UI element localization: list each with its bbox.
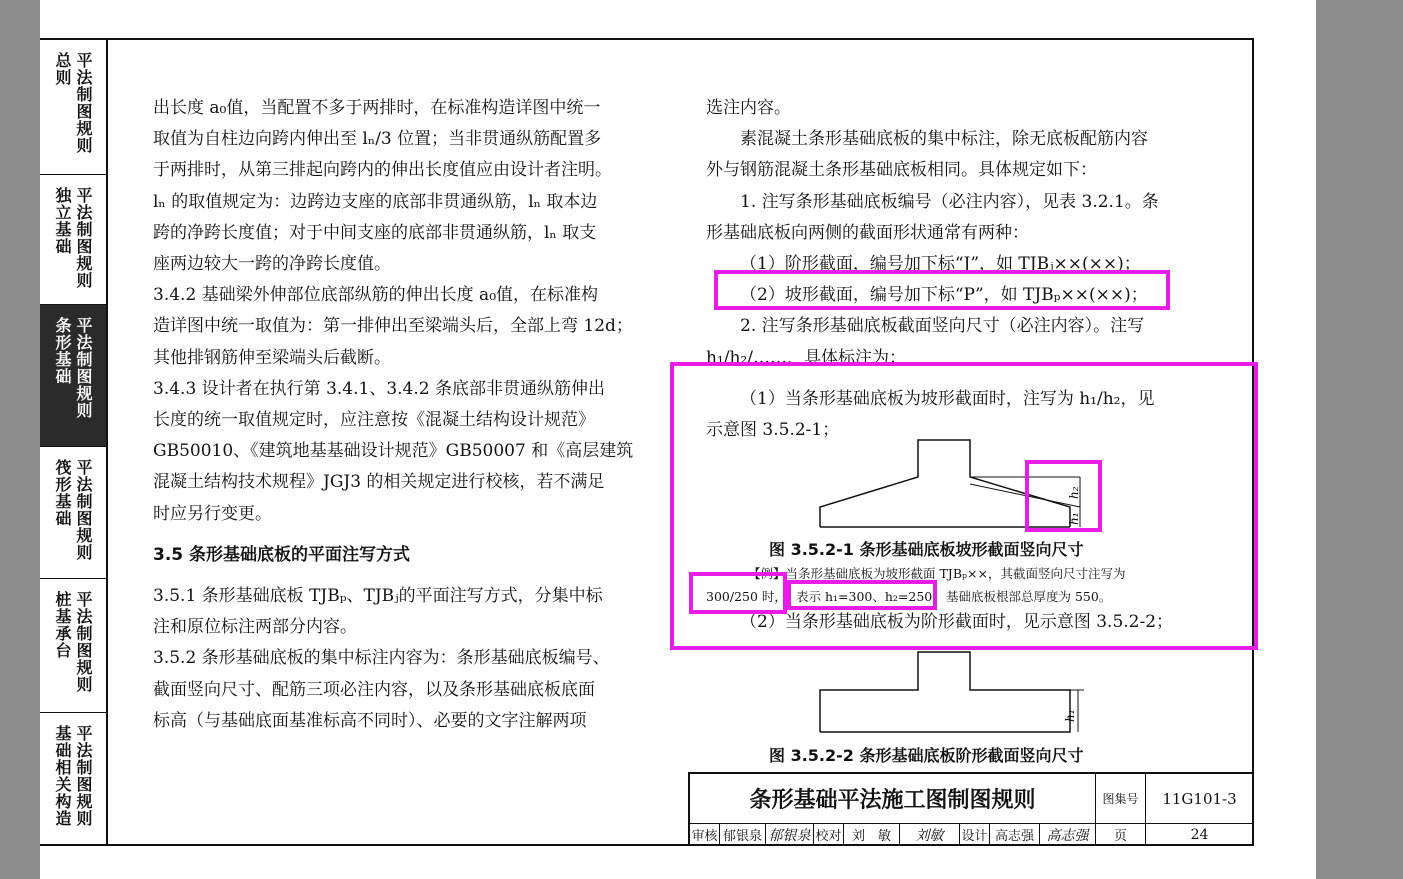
tab-label-secondary: 基础相关构造 [53,725,72,827]
paragraph-line: 截面竖向尺寸、配筋三项必注内容，以及条形基础底板底面 [153,679,595,700]
review-label: 审核 [690,824,720,846]
paragraph-line: 素混凝土条形基础底板的集中标注，除无底板配筋内容 [740,129,1148,150]
dim-h1-label: h₁ [1067,512,1081,525]
checker-signature: 刘敏 [900,824,960,846]
tab-label-secondary: 独立基础 [53,187,72,255]
paragraph-line: 造详图中统一取值为：第一排伸出至梁端头后，全部上弯 12d； [153,316,633,337]
page-number: 24 [1146,824,1254,846]
stepped-section-figure [800,650,1120,740]
side-tab-related-details[interactable] [40,713,106,846]
paragraph-line: 取值为自柱边向跨内伸出至 lₙ/3 位置；当非贯通纵筋配置多 [153,129,602,150]
section-heading: 3.5 条形基础底板的平面注写方式 [153,544,411,565]
paragraph-line: 长度的统一取值规定时，应注意按《混凝土结构设计规范》 [153,410,595,431]
left-text-column [153,93,653,737]
paragraph-line: 3.4.2 基础梁外伸部位底部纵筋的伸出长度 a₀值，在标准构 [153,285,599,306]
right-gray-margin [1316,0,1403,879]
highlight-box-example-meaning [787,580,937,610]
paragraph-line: 3.5.2 条形基础底板的集中标注内容为：条形基础底板编号、 [153,648,610,669]
design-label: 设计 [960,824,990,846]
paragraph-line: 选注内容。 [706,98,791,118]
tab-label-secondary: 筏形基础 [53,459,72,527]
page-label: 页 [1096,824,1146,846]
highlight-box-sloped-code [714,270,1170,310]
left-gray-margin [0,0,40,879]
example-total: 基础底板根部总厚度为 550。 [946,589,1112,604]
paragraph-line: 其他排钢筋伸至梁端头后截断。 [153,347,391,368]
paragraph-line: 外与钢筋混凝土条形基础底板相同。具体规定如下： [706,160,1097,181]
reviewer-name: 郁银泉 [720,824,766,846]
tab-label-secondary: 条形基础 [53,317,72,385]
figure-2-caption: 图 3.5.2-2 条形基础底板阶形截面竖向尺寸 [769,746,1084,765]
atlas-label: 图集号 [1096,774,1146,824]
example-value: 300/250 时， [706,589,787,604]
paragraph-line: 2. 注写条形基础底板截面竖向尺寸（必注内容）。注写 [740,316,1145,337]
checker-name: 刘 敏 [844,824,900,846]
example-meaning: 表示 h₁=300、h₂=250， [796,589,945,604]
dim-h2-label: h₂ [1067,486,1081,499]
paragraph-line: 3.5.1 条形基础底板 TJBₚ、TJBⱼ的平面注写方式，分集中标 [153,586,603,607]
drawing-title: 条形基础平法施工图制图规则 [690,774,1096,824]
tab-label-primary: 平法制图规则 [74,317,93,419]
designer-signature: 高志强 [1040,824,1096,846]
paragraph-line: 座两边较大一跨的净跨长度值。 [153,254,391,275]
paragraph-line: 跨的净跨长度值；对于中间支座的底部非贯通纵筋，lₙ 取支 [153,222,597,243]
side-tab-strip-foundation[interactable] [40,305,106,447]
paragraph-line: （2）坡形截面，编号加下标“P”，如 TJBₚ××(××)； [740,285,1148,306]
reviewer-signature: 郁银泉 [766,824,814,846]
paragraph-line: （1）阶形截面，编号加下标“J”，如 TJBⱼ××(××)； [740,254,1141,275]
highlight-box-dimension-labels [1025,460,1102,532]
example-line-1: 【例】当条形基础底板为坡形截面 TJBₚ××，其截面竖向尺寸注写为 [748,566,1126,581]
tab-label-primary: 平法制图规则 [74,187,93,289]
paragraph-line: 示意图 3.5.2-1； [706,420,840,441]
title-block [688,772,1254,846]
paragraph-line: 混凝土结构技术规程》JGJ3 的相关规定进行校核，若不满足 [153,472,605,493]
side-tab-strip [40,38,106,846]
paragraph-line: 出长度 a₀值，当配置不多于两排时，在标准构造详图中统一 [153,98,601,118]
tab-label-primary: 平法制图规则 [74,591,93,693]
tab-label-secondary: 总则 [53,52,72,86]
paragraph-line: 于两排时，从第三排起向跨内的伸出长度值应由设计者注明。 [153,160,612,181]
paragraph-line: 标高（与基础底面基准标高不同时）、必要的文字注解两项 [153,710,587,731]
paragraph-line: （2）当条形基础底板为阶形截面时，见示意图 3.5.2-2； [740,612,1174,632]
paragraph-line: 3.4.3 设计者在执行第 3.4.1、3.4.2 条底部非贯通纵筋伸出 [153,378,605,399]
paragraph-line: GB50010、《建筑地基基础设计规范》GB50007 和《高层建筑 [153,441,634,462]
side-tab-pile-cap[interactable] [40,579,106,713]
tab-label-primary: 平法制图规则 [74,52,93,154]
figure-1-caption: 图 3.5.2-1 条形基础底板坡形截面竖向尺寸 [769,540,1084,559]
tab-label-secondary: 桩基承台 [53,591,72,659]
paragraph-line: h₁/h₂/……，具体标注为： [706,347,906,368]
side-tab-raft-foundation[interactable] [40,447,106,579]
dim-h1-label: h₁ [1063,709,1077,722]
highlight-box-example-value [689,572,787,614]
paragraph-line: 形基础底板向两侧的截面形状通常有两种： [706,222,1029,243]
paragraph-line: 时应另行变更。 [153,503,272,524]
tab-label-primary: 平法制图规则 [74,459,93,561]
atlas-number: 11G101-3 [1146,774,1254,824]
check-label: 校对 [814,824,844,846]
designer-name: 高志强 [990,824,1040,846]
side-tab-isolated-foundation[interactable] [40,175,106,305]
paragraph-line: lₙ 的取值规定为：边跨边支座的底部非贯通纵筋，lₙ 取本边 [153,191,598,212]
paragraph-line: 1. 注写条形基础底板编号（必注内容），见表 3.2.1。条 [740,191,1159,212]
tab-label-primary: 平法制图规则 [74,725,93,827]
paragraph-line: （1）当条形基础底板为坡形截面时，注写为 h₁/h₂，见 [740,388,1155,409]
side-tab-general[interactable] [40,40,106,175]
paragraph-line: 注和原位标注两部分内容。 [153,617,357,638]
